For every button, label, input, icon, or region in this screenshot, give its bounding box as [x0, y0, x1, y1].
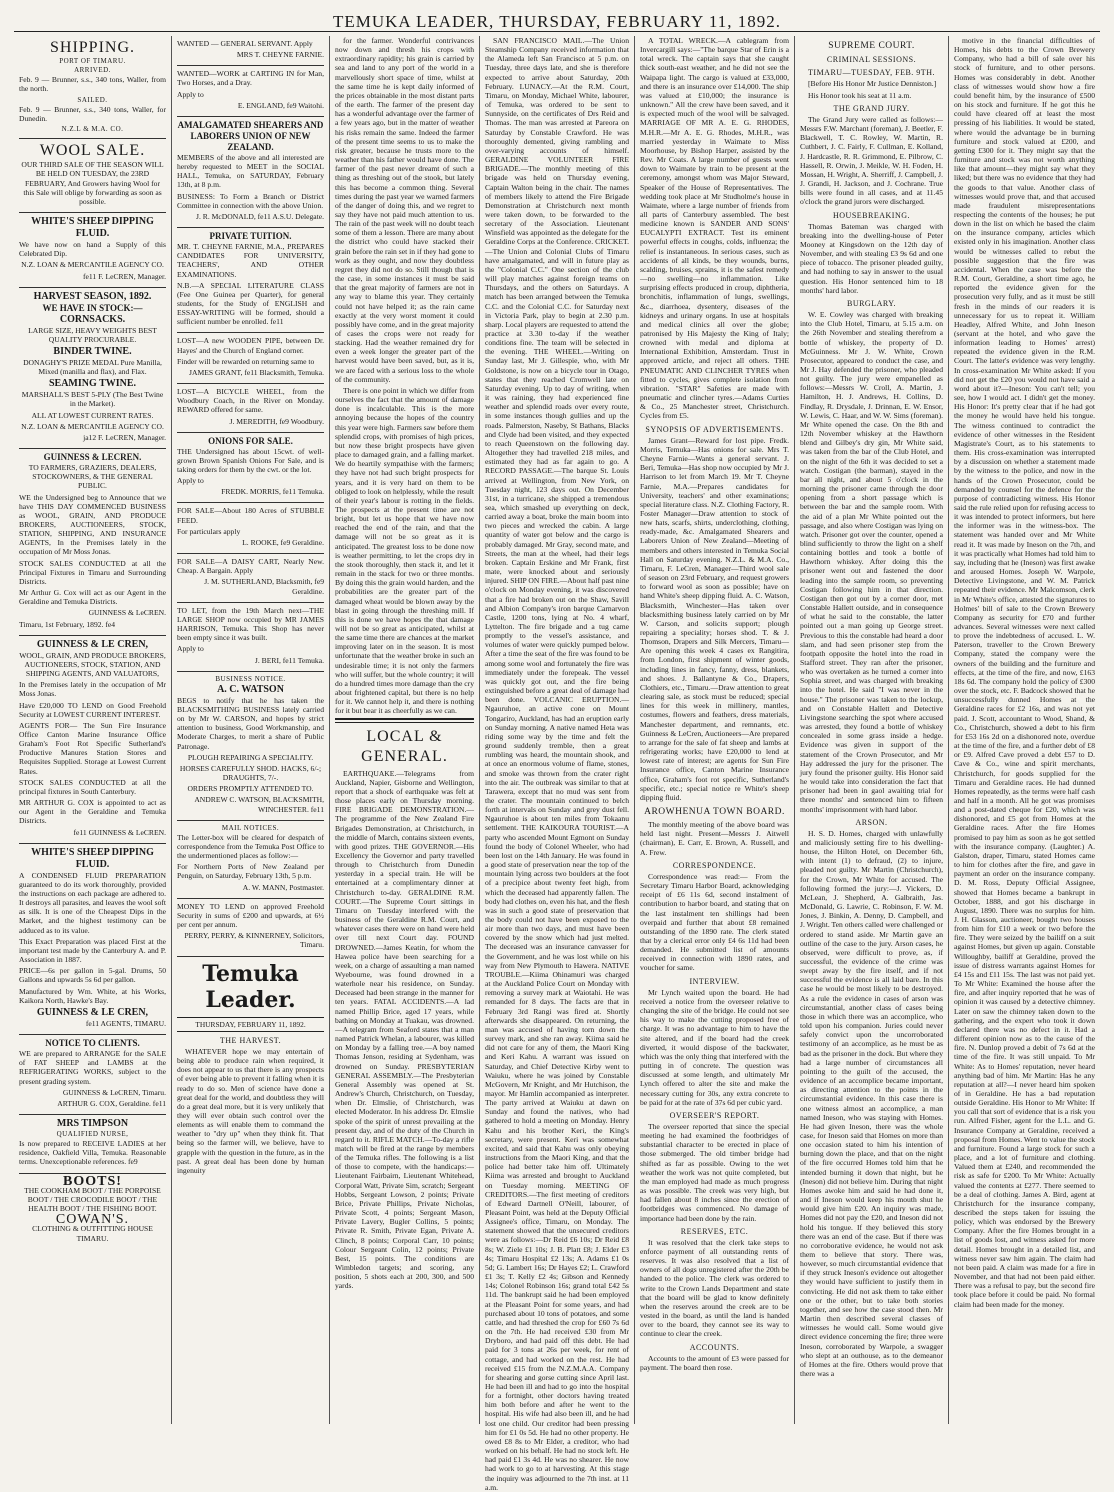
notice-clients-ad: [19, 1035, 166, 1115]
mail-body: The Letter-box will be cleared for despatch of correspondence from the Temuka Post Office to the undermentioned places as follow:—: [177, 832, 324, 861]
watson-plough: PLOUGH REPAIRING A SPECIALITY.: [187, 752, 314, 762]
harvest-heading: THE HARVEST.: [219, 1035, 282, 1045]
sheep-dip-sign: fe11 F. LeCREN, Manager.: [82, 271, 166, 281]
wanted1-body: WANTED — GENERAL SERVANT. Apply: [177, 39, 313, 48]
accounts-heading: ACCOUNTS.: [689, 1342, 740, 1352]
boots-lines: THE COOKHAM BOOT / THE PORPOISE BOOT / THE CROCODILE BOOT / THE HEALTH BOOT / THE FISHING BOOT.: [24, 1185, 161, 1214]
sale2-sign: J. M. SUTHERLAND, Blacksmith, fe9 Geraldine.: [204, 577, 324, 596]
column-2: [172, 36, 330, 1424]
guinness2-title: GUINNESS & LE CREN,: [36, 638, 149, 650]
tuition-body: MR. T. CHEYNE FARNIE, M.A., PREPARES CANDIDATES FOR UNIVERSITY, TEACHERS', AND OTHER EXAMINATIONS.: [177, 242, 324, 279]
lost-pipe-ad: [177, 333, 324, 384]
watson-title: BUSINESS NOTICE.: [215, 674, 286, 683]
lost1-finder: Finder will be rewarded on returning same to: [177, 356, 315, 366]
watson-sign: ANDREW C. WATSON, BLACKSMITH, WINCHESTER. fe11: [194, 795, 324, 814]
guinness-title: GUINNESS & LECREN.: [43, 452, 142, 463]
interview-text: Mr Lynch waited upon the board. He had received a notice from the overseer relative to changing the site of the bridge. He could not see his way to make the cutting proposed free of charge. It was no advantage to him to have the site altered, and if the board had the creek diverted, it would dispose of the backwater, which was the only thing that interfered with the putting in of concrete. The question was discussed at some length, and ultimately Mr Lynch offered to alter the site and make the necessary cutting for 30s, any extra concrete to be paid for at the rate of 37s 6d per cubic yard.: [640, 987, 789, 1107]
sheep-dip-ad: [19, 213, 166, 288]
shipping-agent: N.Z.L & M.A. CO.: [61, 125, 124, 134]
wool-sale-text: OUR THIRD SALE OF THE SEASON WILL BE HELD ON TUESDAY, the 23RD FEBRUARY, And Growers having Wool for this Sale will oblige by forwarding as soon as possible.: [21, 160, 164, 206]
harvest-ad: [19, 288, 166, 449]
daisy-cart-ad: [177, 554, 324, 603]
harvest-article-cont-2: There is one point in which we differ from ourselves the fact that the amount of damage done is incalculable. This is the more annoying because the hopes of the country this year were high. Farmers saw before them splendid crops, with promises of high prices, but now these bright prospects have given place to damaged grain, and a falling market. We do heartily sympathise with the farmers; they have not had such bright prospects for years, and it is very hard on them to be obliged to look on helplessly, while the result of their year's labour is rotting in the fields. The prospects at the present time are not bright, but let us hope that we have now reached the end of the rain, and that the damage will not be so great as it is anticipated. The greatest loss to be done now is weather permitting, to let the crops dry in the stook thoroughly, then stack it, and let it remain in the stack for two or three months. By doing this the grain would harden, and the probabilities are the greater part of the damaged wheat would be blown away by the blast in going through the threshing mill. If this is done we have hopes the that damage will not be so great as anticipated, whilst at the same time there are chances at the market improving later on in the season. It is most unfortunate that the weather broke in such an undesirable time; it is not only the farmers who will suffer, but the whole country; it will do a hundred times more damage than the cry about frightened capital, but there is no help for it. We cannot help it, and there is nothing for it but bear it as cheerfully as we can.: [335, 385, 474, 716]
court-judge: [Before His Honor Mr Justice Denniston.]: [808, 79, 937, 89]
sale1-body: FOR SALE—About 180 Acres of STUBBLE FEED.: [177, 506, 324, 525]
tuition-title: PRIVATE TUITION.: [209, 231, 292, 242]
sale1-sign: L. ROOKE, fe9 Geraldine.: [242, 537, 324, 547]
guinness-sign: GUINNESS & LeCREN.: [88, 608, 166, 618]
section-rule: [335, 718, 474, 723]
lost1-sign: JAMES GRANT, fe11 Blacksmith, Temuka.: [189, 367, 324, 377]
arrived-text: Feb. 9 — Brunner, s.s., 340 tons, Waller, from the north.: [19, 75, 166, 94]
notice-title: NOTICE TO CLIENTS.: [45, 1038, 140, 1049]
wanted2-sign: E. ENGLAND, fe9 Waitohi.: [237, 100, 324, 110]
money-body: MONEY TO LEND on approved Freehold Security in sums of £200 and upwards, at 6½ per cent per annum.: [177, 901, 324, 930]
lost2-body: LOST—A BICYCLE WHEEL, from the Woodbury Coach, in the River on Monday. REWARD offered for same.: [177, 387, 324, 415]
lost2-sign: J. MEREDITH, fe9 Woodbury.: [229, 416, 324, 426]
guinness-stock: STOCK SALES CONDUCTED at all the Principal Fixtures in Timaru and Surrounding Districts.: [19, 558, 166, 586]
sailed-text: Feb. 9 — Brunner, s.s., 340 tons, Waller, for Dunedin.: [19, 104, 166, 123]
dip2-title: WHITE'S SHEEP DIPPING FLUID.: [31, 846, 154, 870]
guinness2-cox: MR ARTHUR G. COX is appointed to act as our Agent in the Geraldine and Temuka Districts.: [19, 798, 166, 826]
court-date: TIMARU—TUESDAY, FEB. 9TH.: [808, 68, 935, 78]
dip2-title2: GUINNESS & LE CREN,: [36, 1006, 149, 1018]
lost1-body: LOST—A new WOODEN PIPE, between Dr. Hayes' and the Church of England corner.: [177, 336, 324, 355]
let-body: TO LET, from the 19th March next—THE LARGE SHOP now occupied by MR JAMES HARRISON, Temuka. This Shop has never been empty since it was built.: [177, 605, 324, 643]
guinness2-sub: WOOL, GRAIN, AND PRODUCE BROKERS, AUCTIONEERS, STOCK, STATION, AND SHIPPING AGENTS, AND VALUATORS,: [19, 650, 166, 679]
tuition-ad: [177, 228, 324, 333]
watson-body: BEGS to notify that he has taken the BLACKSMITHING BUSINESS lately carried on by Mr W. CARSON, and hopes by strict attention to business, Good Workmanship, and Moderate Charges, to merit a share of Public Patronage.: [177, 695, 324, 751]
leader-title: Temuka Leader.: [202, 960, 299, 1013]
accounts-text: Accounts to the amount of £3 were passed for payment. The board then rose.: [640, 1353, 789, 1372]
boots-ad: [19, 1174, 166, 1249]
leader-date: THURSDAY, FEBRUARY 11, 1892.: [177, 1017, 324, 1032]
guinness2-lend: Have £20,000 TO LEND on Good Freehold Security at LOWEST CURRENT INTEREST.: [19, 700, 166, 719]
shipping-ad: [19, 36, 166, 139]
harvest-agent: N.Z. LOAN & MERCANTILE AGENCY CO.: [21, 421, 164, 431]
column-7: [949, 36, 1100, 1424]
masthead: TEMUKA LEADER, THURSDAY, FEBRUARY 11, 1892.: [14, 10, 1100, 32]
wool-sale-title: WOOL SALE.: [39, 142, 146, 160]
reserves-heading: RESERVES, ETC.: [680, 1226, 749, 1236]
wanted-servant-ad: [177, 36, 324, 66]
stubble-ad: [177, 503, 324, 554]
cornsacks-heading: CORNSACKS.: [59, 313, 126, 325]
watson-ad: [177, 672, 324, 821]
arson-heading: ARSON.: [855, 817, 888, 827]
boots-title: BOOTS!: [63, 1173, 122, 1189]
harvest-article: WHATEVER hope we may entertain of being able to produce rain when required, it does not appear to us that there is any prospects of ever being able to prevent it falling when it is ready to do so. Men of science have done a great deal for the world, and doubtless they will do a great deal more, but it is very unlikely that they will ever obtain such control over the elements as will enable them to command the weather to "dry up" when they think fit. That being so the farmer will, we believe, have to grapple with the question in the future, as in the past. A great deal has been done by human ingenuity: [177, 1046, 324, 1175]
correspondence-text: Correspondence was read:— From the Secretary Timaru Harbor Board, acknowledging receipt of £6 11s 6d, second instalment of contribution to harbor board, and stating that on the last instalment ten shillings had been overpaid and further that about £8 remained outstanding of the 1890 rate. The clerk stated that by a clerical error only £4 6s 11d had been demanded. He submitted list of amounts received in connection with 1890 rates, and voucher for same.: [640, 871, 789, 973]
criminal-sessions-heading: CRIMINAL SESSIONS.: [826, 55, 917, 65]
tuition-nb: N.B.—A SPECIAL LITERATURE CLASS (Fee One Guinea per Quarter), for general students, for the Study of ENGLISH and ESSAY-WRITING will be formed, should a sufficient number be enrolled. fe11: [177, 280, 324, 327]
column-1: [14, 36, 172, 1424]
watson-orders: ORDERS PROMPTLY ATTENDED TO.: [187, 784, 314, 794]
lost-wheel-ad: [177, 384, 324, 433]
column-5: [635, 36, 795, 1424]
leader-section: [177, 961, 324, 1176]
dip2-price: PRICE—6s per gallon in 5-gal. Drums, 50 Gallons and upwards 5s 6d per gallon.: [19, 966, 166, 985]
grand-jury-text: The Grand Jury were called as follows:—Messrs F.W. Marchant (foreman), J. Beetler, F. Blackwell, T. C. Rowley, W. Martin, R. Cuthbert, J. C. Fairly, F. Cullman, E. Kolland, J. Hardcastle, R. R. Grimmond, E. Pilbrow, C. Hassell, R. Orwin, J. Meikle, W. H. Foden, H. Mossan, H. Wright, A. Sherriff, J. Campbell, J. J. Grandi, H. Jackson, and J. Cochrane. True bills were found in all cases, and at 11.45 o'clock the grand jurors were discharged.: [800, 114, 943, 207]
cowans-title: COWAN'S.: [55, 1212, 130, 1228]
sheep-dip-title: WHITE'S SHEEP DIPPING FLUID.: [31, 216, 154, 240]
burglary-text: W. E. Cowley was charged with breaking into the Club Hotel, Timaru, at 5.15 a.m. on the 26th November and stealing therefrom a bottle of whiskey, the property of D. McGuinness. Mr J. W. White, Crown Prosecutor, appeared to conduct the case, and Mr J. Hay defended the prisoner, who pleaded not guilty. The jury were empanelled as follows:—Messrs W. Croll, A. Martin, J. Hamilton, H. J. Andrews, H. Collins, D. Findlay, R. Drysdale, J. Drinnan, E. W. Ensor, W. Lewis, C. Haar, and W. W. Sims (foreman). Mr White opened the case. On the 8th and 12th November whiskey at the Hawthorn blend and Gilbey's dry gin, Mr White said, was taken from the bar of the Club Hotel, and on the night of the 6th it was decided to set a watch. Costigan (the barman), stayed in the bar all night, and about 5 o'clock in the morning the prisoner came through the door opening from a short passage which is between the bar and the sample room. With the aid of a plan Mr White pointed out the passage, and also where Costigan was lying on watch. Prisoner got over the counter, opened a blind sufficiently to throw the light on a shelf containing bottles and took a bottle of Hawthorn whiskey. After doing this the prisoner went out and fastened the door leading into the sample room, so preventing Costigan following him in that direction. Costigan then got out by a corner door, met Constable Hallett outside, and in consequence of what he said to the constable, the latter pointed out a man going up George street. Previous to this the constable had heard a door slam, and had seen prisoner step from the footpath opposite the hotel into the road in Stafford street. They ran after the prisoner, who was overtaken as he turned a corner into Sophia street, and was charged with breaking into the hotel. He said "I was never in the house." The prisoner was taken to the lockup, and on Constable Hallett and Detective Livingstone searching the spot where accused was arrested, they found a bottle of whiskey concealed in some grass inside a hedge. Evidence was given in support of the statement of the Crown Prosecutor, and Mr Hay addressed the jury for the prisoner. The jury found the prisoner guilty. His Honor said he would take into consideration the fact that prisoner had been in gaol awaiting trial for three months' and sentenced him to fifteen months' imprisonment with hard labor.: [800, 310, 943, 814]
notice-sign2: ARTHUR G. COX, Geraldine. fe11: [57, 1098, 166, 1108]
watson-name: A. C. WATSON: [217, 683, 284, 695]
arson-text: H. S. D. Homes, charged with unlawfully and maliciously setting fire to his dwelling-house, the Hilton Hotel, on December 6th, with intent (1) to defraud, (2) to injure, pleaded not guilty. Mr Martin (Christchurch), for the Crown, Mr White for accused. The following formed the jury:—J. Vickers, D. McLean, J. Shepherd, A. Galbraith, Jas. McDonald, G. Lawrie, C. Robinson, F. W. M. Jones, J. Binkin, A. Denny, D. Campbell, and J. Wright. Ten others called were challenged or ordered to stand aside. Mr Martin gave an outline of the case to the jury. Arson cases, he observed, were difficult to prove, as, if successful, the evidence of the crime was swept away by the fire itself, and if not successful the evidence is all laid bare. In this case he would be most likely to be destroyed. As a rule the evidence in cases of arson was circumstantial, another class of cases being those in which there was an accomplice, who told upon his companion. Juries could never safely convict upon the uncorroborated testimony of an accomplice, as he must be as bad as the prisoner in the dock. But where they had a large number of circumstances all pointing to the guilt of the accused, the evidence of an accomplice became important, as directing attention to the points in the circumstantial evidence. In this case there is one witness almost an accomplice, a man named Ineson, who was staying with Homes. He had given Ineson, there was the whole case, for Ineson said that Homes on more than one occasion stated to him his intention of burning down the place, and that on the night of the fire occurred Homes told him that he intended burning it down that night, but he (Ineson) did not believe him. During that night Homes awoke him and said he had done it, and if Ineson would keep his mouth shut he would give him £20. An inquiry was made, Homes did not pay the £20, and Ineson did not hold his tongue. If they believed this story there was an end of the case. But if there was no corroborative evidence, he would not ask them to believe that story. There was, however, so much circumstantial evidence that if they struck Ineson's evidence out altogether they would have sufficient to justify them in convicting. He did not ask them to take either one or the other, but to take both stories together, and see how the case stood then. Mr Martin then described several classes of witnesses he would call. Some would give direct evidence concerning the fire; three were Ineson, corroborated by Warpole, a swagger who slept at an outhouse, as to the demeanor of Homes at the fire. Others would prove that there was a: [800, 828, 943, 1379]
onions-title: ONIONS FOR SALE.: [208, 435, 293, 446]
shearers-title: AMALGAMATED SHEARERS AND LABORERS UNION OF NEW ZEALAND.: [177, 119, 324, 152]
court-opening: His Honor took his seat at 11 a.m.: [808, 90, 912, 100]
harvest-title: HARVEST SEASON, 1892.: [33, 290, 152, 302]
overseer-text: The overseer reported that since the special meeting he had examined the footbridges of substantial character to be erected in place of those submerged. The old timber bridge had shifted as far as possible. Owing to the wet weather the work was not quite completed, but the man employed had made as much progress as was possible. The creek was very high, but had fallen about 8 inches since the erection of footbridges was commenced. No damage of importance had been done by the rain.: [640, 1121, 789, 1223]
harvest-article-cont-1: for the farmer. Wonderful contrivances now down and thresh his crops with extraordinary rapidity; his grain is carried by sea and land to any port of the world in a marvellously short space of time, whilst at the same time he is kept daily informed of the prices obtainable in the most distant parts of the earth. The farmer of the present day has a wonderful advantage over the farmer of a few years ago, but in the matter of weather his risks remain the same. Indeed the farmer of the present time seems to us to make the risk greater, because he trusts more to the weather than his father would have done. The farmer of the past never dreamt of such a thing as threshing out of the stook, but lately this has become a common thing. Several times during the past year we warned farmers of the danger of doing this, and we regret to say they have not paid much attention to us. The rain of the past week will no doubt teach some of them a lesson. There are many about the district who could have stacked their grain before the rain set in if they had gone to work as they ought, and now they doubtless regret they did not do so. Still though that is the case, in some instances it must be said that the great majority of farmers are not in any way to blame this year. They certainly could not have helped it; as the rain came exactly at the very worst moment it could possibly have come, and in the great majority of cases the crops were not ready for stacking. Had the weather remained dry for even a week longer the greater part of the harvest would have been saved, but, as it is, we are faced with a serious loss to the whole of the community.: [335, 36, 474, 384]
burglary-heading: BURGLARY.: [846, 298, 897, 308]
guinness2-sign: fe11 GUINNESS & LeCREN.: [73, 827, 166, 837]
guinness-brokers-ad: [19, 636, 166, 844]
onions-body: THE Undersigned has about 15cwt. of well-grown Brown Spanish Onions For Sale, and is taking orders for them by the cwt. or the lot.: [177, 446, 324, 474]
guinness-cox: Mr Arthur G. Cox will act as our Agent in the Geraldine and Temuka Districts.: [19, 588, 166, 607]
sailed-heading: SAILED.: [77, 95, 108, 104]
watson-horses: HORSES CAREFULLY SHOD. HACKS, 6/-; DRAUGHTS, 7/-.: [179, 763, 322, 783]
sheep-dip-text: We have now on hand a Supply of this Celebrated Dip.: [19, 240, 166, 259]
binder-twine-heading: BINDER TWINE.: [53, 345, 132, 357]
money-sign: PERRY, PERRY, & KINNERNEY, Solicitors, Timaru.: [184, 931, 324, 950]
cornsacks-text: LARGE SIZE, HEAVY WEIGHTS BEST QUALITY PROCURABLE.: [28, 325, 157, 344]
guinness-lecren-ad: [19, 449, 166, 636]
sale2-body: FOR SALE—A DAISY CART, Nearly New. Cheap. A Bargain. Apply: [177, 557, 324, 576]
shearers-body: MEMBERS of the above and all interested are hereby requested to MEET in the SOCIAL HALL, Temuka, on SATURDAY, February 13th, at 8 p.m.: [177, 152, 324, 190]
synopsis-text: James Grant—Reward for lost pipe. Fredk. Morris, Temuka—Has onions for sale. Mrs T. Cheyne Farnie—Wants a general servant. J. Beri, Temuka—Has shop now occupied by Mr J. Harrison to let from March 19. Mr T. Cheyne Farnie, M.A.—Prepares candidates for University, teachers' and other examinations; special literature class. N.Z. Clothing Factory, R. Foster Manager—Draw attention to stock of new hats, scarfs, shirts, underclothing, clothing, ready-made, &c. Amalgamated Shearers and Laborers Union of New Zealand—Meeting of members and others interested in Temuka Social Hall on Saturday evening. N.Z.L. & M.A. Co., Timaru, F. LeCren, Manager—Third wool sale of season on 23rd February, and request growers to forward wool as soon as possible; have on hand White's sheep dipping fluid. A. C. Watson, Blacksmith, Winchester—Has taken over blacksmithing business lately carried on by Mr W. Carson, and solicits support; plough repairing a speciality; horses shod. T. & J. Thomson, Drapers and Silk Mercers, Timaru—Are opening this week 4 cases ex Rangitira, from London, first shipment of winter goods, including lines in fancy, fanny, dress, blankets, and shoes. J. Ballantyne & Co., Drapers, Clothiers, etc., Timaru.—Draw attention to great clearing sale, as stock must be reduced; special lines for this week in millinery, mantles, costumes, flowers and feathers, dress materials, Manchester department, and remnants, etc. Guinness & LeCren, Auctioneers—Are prepared to arrange for the sale of fat sheep and lambs at refrigerating works; have £20,000 to lend at lowest rate of interest; are agents for Sun Fire Insurance office, Canton Marine Insurance office, Graham's foot rot specific, Sutherland's specific, etc.; special notice re White's sheep dipping fluid.: [640, 435, 789, 802]
guinness2-agents: AGENTS FOR— The Sun Fire Insurance Office Canton Marine Insurance Office Graham's Foot Rot Specific Sutherland's Productive Manures Station Stores and Requisites Supplied. Storage at Lowest Current Rates.: [19, 720, 166, 776]
housebreaking-text: Thomas Bateman was charged with breaking into the dwelling-house of Peter Mooney at Kingsdown on the 12th day of November, and with stealing £3 9s 6d and one piece of tobacco. The prisoner pleaded guilty, and had nothing to say in answer to the usual question. His Honor sentenced him to 18 months' hard labor.: [800, 221, 943, 295]
binder-twine-text: DONAGHY'S PRIZE MEDAL Pure Manilla, Mixed (manilla and flax), and Flax.: [23, 357, 162, 377]
guinness2-stock: STOCK SALES CONDUCTED at all the principal fixtures in South Canterbury.: [19, 777, 166, 796]
mail-north: For Northern Ports of New Zealand per Penguin, on Saturday, February 13th, 5 p.m.: [177, 862, 324, 881]
columns: [14, 36, 1100, 1492]
shearers-sign: J. R. McDONALD, fe11 A.S.U. Delegate.: [196, 211, 324, 221]
dip2-maker: Manufactured by Wm. White, at his Works, Kaikora North, Hawke's Bay.: [19, 986, 166, 1005]
wanted-carting-ad: [177, 66, 324, 117]
column-6: [795, 36, 949, 1424]
seaming-twine-text: MARSHALL'S BEST 5-PLY (The Best Twine in the Market).: [21, 390, 164, 409]
onions-apply: Apply to: [177, 476, 204, 486]
notice-body: WE are prepared to ARRANGE for the SALE of FAT SHEEP and LAMBS at the REFRIGERATING WORKS, subject to the present grading system.: [19, 1049, 166, 1086]
grand-jury-heading: THE GRAND JURY.: [833, 103, 910, 113]
local-news-text: SAN FRANCISCO MAIL.—The Union Steamship Company received information that the Alameda left San Francisco at 5 p.m. on Tuesday, three days late, and she is therefore expected to arrive about Saturday, 20th February. LUNACY.—At the R.M. Court, Timaru, on Monday, Michael White, labourer, of Temuka, was ordered to be sent to Sunnyside, on the certificates of Drs Reid and Thomas. The man was arrested at Pareora on Saturday by Constable Crawford. He was thoroughly demented, giving rambling and over-varying accounts of himself. GERALDINE VOLUNTEER FIRE BRIGADE.—The monthly meeting of this brigade was held on Thursday evening, Captain Walton being in the chair. The names of members likely to attend the Fire Brigade Demonstration at Christchurch next month were taken down, to be forwarded to the secretary of the Association. Lieutenant Winsfield was appointed as the delegate for the Geraldine Corps at the Conference. CRICKET.—The Union and Colonial Clubs of Timaru have amalgamated, and will in future play as the "Colonial C.C." One section of the club will play matches against foreign teams on Thursdays, and the others on Saturdays. A match has been arranged between the Temuka C.C. and the Colonial C.C. for Saturday next in Victoria Park, play to begin at 2.30 p.m. sharp. Local players are requested to attend the practice at 3.30 to-day if the weather conditions fine. The team will be selected in the evening. THE WHEEL.—Writing on Sunday last, Mr J. Gillespie, who, with Mr Goldstone, is now on a bicycle tour in Otago, states that they reached Cromwell late on Saturday evening. Up to day of writing, when it was raining, they had experienced fine weather and splendid roads over every route, in some instances though gullies and up the roads. Palmerston, Naseby, St Bathans, Blacks and Clyde had been visited, and they expected to reach Queenstown on the following day. Altogether they had travelled 218 miles, and estimated they had as far again to go. A RECORD PASSAGE.—The barque St. Louis arrived at Wellington, from New York, on Tuesday night, 123 days out. On December 31st, in a turricane, she shipped a tremendous sea, which smashed up everything on deck, carried away a boat, broke the main boom into two pieces and wrecked the cabin. A large quantity of water got below and the cargo is probably damaged. Mr Gray, second mate, and Streets, the man at the wheel, had their legs broken. Captain Erskine and Mr Frank, first mate, were knocked about and seriously injured. SHIP ON FIRE.—About half past nine o'clock on Monday evening, it was discovered that a fire had broken out on the Shaw, Savill and Albion Company's iron barque Carnarvon Castle, 1200 tons, lying at No. 4 wharf, Lyttelton. The fire brigade and a tug came promptly to the vessel's assistance, and volumes of water were quickly pumped below. After a time the seat of the fire was found to be among some wool and fortunately the fire was immediately under the forepeak. The vessel was quickly got out, and the fire being extinguished before a great deal of damage had been done. VOLCANIC ERUPTION.—Ngauruhoe, an active cone on Mount Tongariro, Auckland, has had an eruption early on Sunday morning. A native named Heta was riding some way by the time and felt the ground suddenly tremble, then a great rumbling was heard, the mountain shook, and at once an enormous volume of flame, stones, and smoke was thrown from the crater right into the air. The outbreak was similar to that at Tarawera, except that no mud was sent from the crater. The mountain continued to belch forth at intervals on Sunday and grey dust fell. Ngauruhoe is about ten miles from Tokaanu settlement. THE KAIKOURA TOURIST.—A party who ascended Mount Egmont on Sunday found the body of Colonel Wheeler, who had been lost on the 14th January. He was found in a good state of preservation near the top of the mountain lying across two boulders at the foot of a precipice about twenty feet high, from which the deceased had apparently fallen. The body had clothes on, even his hat, and the flesh was in such a good state of preservation that the body could not have been exposed to the air more than two days, and must have been covered by the snow which had just melted. The deceased was an insurance canvasser for the Government, and he was lost while on his way from New Plymouth to Hawera. NATIVE TROUBLE.—Kiima Ohinamuri was charged at the Auckland Police Court on Monday with removing a survey mark at Waiotahi. He was remanded for 8 days. The facts are that in February 3rd Rangi was fired at. Shortly afterwards she disappeared. On returning, the man was accused of having torn down the survey mark, and she ran away. Kiima said he did not care for any of them, the Maori King and Keri Kahu. A warrant was issued on Saturday, and Chief Detective Kirby went to Waiuku, where he was joined by Constable McGovern, Mr Knight, and Mr Hutchison, the mayor. Mr Hamlin accompanied as interpreter. The party arrived at Waiuku at dawn on Sunday and found the natives, who had gathered to hold a meeting on Monday. Henry Kahu and his brother Keri, the King's secretary, were present. Keri was somewhat excited, and said that Kahu was only obeying instructions from the Maori King, and that the police had better take him off. Ultimately Kiima was arrested and brought to Auckland on Tuesday morning. MEETING OF CREDITORS.—The first meeting of creditors of Edward Dartnell O'Neill, labourer, of Pleasant Point, was held at the Deputy Official Assignee's office, Timaru, on Monday. The statement showed that the unsecured creditors were as follows:—Dr Reid £6 10s; Dr Reid £8 8s; W. Ziele £1 10s; J. B. Platt £8; J. Elder £3 4s; Timaru Hospital £2 13s; A. Adams £1 0s 5d; G. Lambert 16s; Dr Hayes £2; L. Crawford £1 3s; T. Kelly £2 4s; Gibson and Kennedy 14s; Colonel Robinson 16s; grand total £42 5s 11d. The bankrupt said he had been employed at the Pleasant Point for some years, and had purchased about 10 tons of potatoes, and some cattle, and had threshed the crop for £60 7s 6d on the 7th. He had received £30 from Mr Dryboro, and had paid off this debt. He had paid for 3 tons at 26s per week, for rent of cottage, and had worked on the rest. He had received £15 from the N.Z.M.A.A. Company for shearing and gorse cutting since April last. He had been ill and had to go into the hospital for a fortnight, other doctors having treated him both before and after he went to the hospital. His wife had also been ill, and he had lost one child. Our creditor had been pressing him for £1 0s 5d. He had no other property. He owed £8 8s to Mr Elder, a creditor, who had worked on his behalf. He had no stock left. He had paid £1 3s 4d. He was no shearer. He now had work to go to at harvesting. At this stage the inquiry was adjourned to the 7th inst. at 11 a.m.: [485, 36, 629, 1492]
shipping-title: SHIPPING.: [49, 39, 135, 56]
sheep-dip-fluid-ad: [19, 844, 166, 1035]
shearers-union-ad: [177, 117, 324, 228]
wool-sale-ad: [19, 139, 166, 213]
reserves-text: It was resolved that the clerk take steps to enforce payment of all outstanding rents of reserves. It was also resolved that a list of owners of all dogs unregistered after the 20th be handed to the police. The clerk was ordered to write to the Crown Lands Department and state that the board will be glad to know definitely when the reserves around the creek are to be vested in the board, as until the land is handed over to the board, they cannot see its way to continue to clear the creek.: [640, 1237, 789, 1339]
nurse-ad: [19, 1115, 166, 1174]
supreme-court-heading: SUPREME COURT.: [828, 41, 915, 51]
housebreaking-heading: HOUSEBREAKING.: [833, 210, 910, 220]
onions-sign: FREDK. MORRIS, fe11 Temuka.: [221, 487, 324, 497]
arrived-heading: ARRIVED.: [74, 66, 111, 75]
harvest-rates: ALL AT LOWEST CURRENT RATES.: [31, 410, 154, 420]
mail-notices: [177, 821, 324, 899]
cowans-shop: CLOTHING & OUTFITTING HOUSE TIMARU.: [32, 1224, 153, 1243]
news-items: A TOTAL WRECK.—A cablegram from Invercargill says:—"The barque Star of Erin is a total wreck. The captain says that she caught thick south-east weather, and he did not see the Waipapa light. The cargo is valued at £33,000, and there is an insurance over £14,000. The ship was valued at £10,000; the insurance is unknown." All the crew have been saved, and it is expected much of the wool will be salvaged. MARRIAGE OF MR A. E. G. RHODES, M.H.R.—Mr A. E. G. Rhodes, M.H.R., was married yesterday in Waimate to Miss Moorhouse, by Bishop Harper, assisted by the Rev. Mr Coats. A large number of guests went down to Waimate by train to be present at the ceremony, amongst whom was Major Steward, Speaker of the House of Representatives. The wedding took place at Mr Studholme's house in Waimate, where a large number of friends from all parts of Canterbury assembled. The best medicine known is SANDER AND SONS' EUCALYPTI EXTRACT. Test its eminent powerful effects in coughs, colds, influenza; the relief is instantaneous. In serious cases, such as accidents of all kinds, be they wounds, burns, scalding, bruises, sprains, it is the safest remedy—no swelling—no inflammation. Like surprising effects produced in croup, diphtheria, bronchitis, inflammation of lungs, swellings, &c., diarrhoea, dysentery, diseases of the kidneys and urinary organs. In use at hospitals and medical clinics all over the globe; patronised by His Majesty the King of Italy; crowned with medal and diploma at International Exhibition, Amsterdam. Trust in approved article, and reject all others. THE PNEUMATIC AND CLINCHER TYRES when fitted to cycles, gives complete isolation from vibration. "STAR" Safeties are made with pneumatic and clincher tyres.—Adams Curties & Co., 25 Manchester street, Christchurch. Cycles from £5.: [640, 36, 789, 421]
wanted2-body: WANTED—WORK at CARTING IN for Man, Two Horses, and a Dray.: [177, 69, 324, 88]
column-4: [480, 36, 635, 1492]
arowhenua-text: The monthly meeting of the above board was held last night. Present—Messrs J. Aitwell (chairman), E. Carr, E. Brown, A. Russell, and A. Frew.: [640, 820, 789, 857]
overseer-heading: OVERSEER'S REPORT.: [669, 1110, 760, 1120]
interview-heading: INTERVIEW.: [689, 976, 740, 986]
local-general-heading: LOCAL & GENERAL.: [361, 727, 448, 765]
notice-sign1: GUINNESS & LeCREN, Timaru.: [62, 1087, 166, 1097]
wanted1-sign: MRS T. CHEYNE FARNIE.: [236, 50, 324, 60]
nurse-title: MRS TIMPSON: [56, 1117, 129, 1129]
seaming-twine-heading: SEAMING TWINE.: [48, 378, 137, 390]
let-apply: Apply to: [177, 644, 204, 654]
synopsis-heading: SYNOPSIS OF ADVERTISEMENTS.: [645, 424, 784, 434]
harvest-sign: ja12 F. LeCREN, Manager.: [83, 432, 166, 442]
guinness2-premises: In the Premises lately in the occupation of Mr Moss Jonas.: [19, 680, 166, 699]
guinness-date: Timaru, 1st February, 1892. fe4: [19, 619, 116, 629]
arowhenua-heading: AROWHENUA TOWN BOARD.: [644, 806, 785, 817]
sheep-dip-agent: N.Z. LOAN & MERCANTILE AGENCY CO.: [21, 260, 164, 270]
shearers-business: BUSINESS: To Form a Branch or District Committee in connection with the above Union.: [177, 191, 324, 210]
dip2-sign: fe11 AGENTS, TIMARU.: [85, 1018, 166, 1028]
harvest-stock: WE HAVE IN STOCK:—: [42, 302, 143, 313]
mail-title: MAIL NOTICES.: [221, 823, 280, 832]
onions-ad: [177, 433, 324, 504]
guinness-body: WE the Undersigned beg to Announce that we have THIS DAY COMMENCED BUSINESS as WOOL, GRAIN, AND PRODUCE BROKERS, AUCTIONEERS, STOCK, STATION, SHIPPING, AND INSURANCE AGENTS, In the Premises lately in the occupation of Mr Moss Jonas.: [19, 492, 166, 557]
dip2-made: This Exact Preparation was placed First at the important test made by the Canterbury A. and P. Association in 1887.: [19, 936, 166, 965]
money-lend-ad: [177, 899, 324, 957]
correspondence-heading: CORRESPONDENCE.: [672, 860, 757, 870]
sale1-apply: For particulars apply: [177, 526, 241, 536]
arson-text-cont: motive in the financial difficulties of Homes, his debts to the Crown Brewery Company, who had a bill of sale over his stock of furniture, and to other persons. Homes was considerably in debt. Another class of witnesses would show how a fire could benefit him, by the insurance of £500 on his stock and furniture. If he got this he could have cleared off at least the most pressing of his liabilities. It would be stated, where would the advantage be in burning furniture and stock valued at £200, and getting £300 for it. They might say that the furniture and stock was not worth anything like that amount—they might say what they liked; but there was no evidence that they had the goods to that value. Another class of witnesses would prove that, and that accused made fraudulent misrepresentations respecting the contents of the houses; he put down in the list on which he based the claim on the insurance company, articles which existed only in his imagination. Another class would be witnesses called to rebut the possible suggestion that the fire was accidental. When the case was before the R.M. Court, Geraldine, a short time ago, he reported the evidence given for the prosecution very fully, and as it must be still fresh in the minds of our readers it is unnecessary for us to repeat it. William Headley, Alfred White, and John Ineson (servant at the hotel, and who gave the information leading to Homes' arrest) repeated the evidence given in the R.M. Court. The latter's evidence was very lengthy. In cross-examination Mr White asked: If you did not get the £20 you would not have said a word about it?—Ineson: You can't tell; you see, how I would act. I didn't get the money. His Honor: It's pretty clear that if he had got the money he would have held his tongue. The witness continued to contradict the evidence of other witnesses in the Resident Magistrate's Court, as to his statements to them. His cross-examination was interrupted by a discussion on whether a statement made by the witness to the police, and now in the hands of the Crown Prosecutor, could be demanded by counsel for the defence for the purpose of contradicting witness. His Honor said the rule relied upon for refusing access to it was intended to protect informers, but here the informer was in the witness-box. The statement was handed over and Mr White read it. It was made by Ineson on the 7th, and it was practically what Homes had told him to say, including that he (Ineson) was first awake and aroused Homes. Joseph W. Warpole, Detective Livingstone, and W. M. Patrick repeated their evidence. Mr Malcomson, clerk in Mr White's office, attested the signatures to Holmes' bill of sale to the Crown Brewery Company as security for £70 and further advances. Several witnesses were next called to prove the indebtedness of accused. L. W. Paterson, traveller to the Crown Brewery Company, stated the company were the owners of the building and the furniture and effects, at the time of the fire, and now, £163 18s 6d. The company hold the policy of £300 over the stock, etc. F. Badcock showed that he unsuccessfully dunned Homes at the Geraldine races for £2 16s, and was not yet paid. J. Scott, accountant to Wood, Shand, & Co., Christchurch, showed a debt to his firm for £53 16s 2d on a dishonored note, overdue at the time of the fire, and a further debt of £8 or £9. Alfred Cave proved a debt £57 to D. Cave & Co., wine and spirit merchants, Christchurch, for goods supplied for the Timaru and Geraldine races. He had dunned Homes repeatedly, as the terms were half cash and half in a month. All he got was promises and a post-dated cheque for £20, which was dishonored, and £5 got from Homes at the Geraldine races. After the fire Homes promised to pay him as soon as he got settled with the insurance company. (Laughter.) A. Galston, draper, Timaru, stated Homes came to him for clothes after the fire, and gave in payment an order on the insurance company. D. M. Ross, Deputy Official Assignee, showed that Homes became a bankrupt in October, 1888, and got his discharge in August, 1890. There was no surplus for him. J. H. Glasson, auctioneer, bought two houses from him for £10 a week or two before the fire. They were seized by the bailiff on a suit against Homes, but given up again. Constable Willoughby, bailiff at Geraldine, proved the issue of distress warrants against Homes for £4 15s and £11 15s. The last was not paid yet. To Mr White: Examined the house after the fire, and after inquiry reported that he was of opinion it was caused by a detective chimney. Later on saw the chimney taken down to the gathering, and the expert who took it down declared there was no defect in it. Had a different opinion now as to the cause of the fire. N. Dunlop proved a debit of 7s 6d at the time of the fire. It was still unpaid. To Mr White: As to Homes' reputation, never heard anything bad of him. Mr Martin: Has he any reputation at all?—I never heard him spoken of in Geraldine. He has a bad reputation outside Geraldine. His Honor to Mr White: If you call that sort of evidence that is a risk you run. Alfred Fisher, agent for the L.L. and G. Insurance Company at Geraldine, received a proposal from Homes. Went to value the stock and furniture. Found a large stock for such a place, and a lot of furniture and clothing. Valued them at £240, and recommended the risk as safe for £200. To Mr White: Actually valued the contents at £277. There seemed to be a deal of clothing. James A. Bird, agent at Christchurch for the insurance company, described the steps taken for issuing the policy, which was endorsed by the Brewery Company. After the fire Homes brought in a list of goods lost, and witness asked for more detail. Homes brought in a detailed list, and witness never saw him again. The claim had not been paid. A claim was made for a fire in November, and that had not been paid either. There was a refusal to pay, but the second fire took place before it could be paid. No formal claim had been made for the money.: [954, 36, 1095, 1309]
wanted2-apply: Apply to: [177, 89, 204, 99]
mail-sign: A. W. MANN, Postmaster.: [242, 882, 324, 892]
nurse-body: Is now prepared to RECEIVE LADIES at her residence, Oakfield Villa, Temuka. Reasonable terms. Unexceptionable references. fe9: [19, 1139, 166, 1167]
let-sign: J. BERI, fe11 Temuka.: [254, 655, 324, 665]
guinness-to: TO FARMERS, GRAZIERS, DEALERS, STOCKOWNERS, & THE GENERAL PUBLIC.: [28, 463, 157, 491]
local-general-text: EARTHQUAKE.—Telegrams from Auckland, Napier, Gisborne and Wellington, report that a shock of earthquake was felt at those places early on Thursday morning. FIRE BRIGADE DEMONSTRATION.—The programme of the New Zealand Fire Brigades Demonstration, at Christchurch, in the middle of March, contains sixteen events, with good prizes. THE GOVERNOR.—His Excellency the Governor and party travelled through to Christchurch from Dunedin yesterday in a special train. He will be entertained at a complimentary dinner at Christchurch to-day. GERALDINE R.M. COURT.—The Supreme Court sittings in Timaru on Tuesday interfered with the business of the Geraldine R.M. Court, and whatever cases there were on hand were held over till next Court day. FOUND DROWNED.—James Keatin, for whom the Hawea police have been searching for a week, on a charge of assaulting a man named Wyebourne, was found drowned in a waterhole near his residence, on Sunday. Deceased had been strange in the manner for ten years. FATAL ACCIDENTS.—A lad named Phillip Brice, aged 17 years, while bathing on Monday at Tuakau, was drowned.—A telegram from Seaford states that a man named Patrick Whelan, a labourer, was killed on Monday by a falling tree.—A boy named Thomas Jenson, residing at Sydenham, was drowned on Sunday. PRESBYTERIAN GENERAL ASSEMBLY.—The Presbyterian General Assembly was opened at St. Andrew's Church, Christchurch, on Tuesday, when Dr. Elmslie, of Christchurch, was elected Moderator. In his address Dr. Elmslie spoke of the spirit of unrest prevailing at the present day, and of the duty of the Church in regard to it. RIFLE MATCH.—To-day a rifle match will be fired at the range by members of the Temuka rifles. The following is a list of those to compete, with the handicaps:— Lieutenant Fairbairn, Lieutenant Whitehead, Corporal Watt, Private Sim, scratch; Sergeant Hobbs, Sergeant Lowson, 2 points; Private Brice, Private Phillips, Private Nicholas, Private Scott, 4 points; Sergeant Mason, Private Lavery, Bugler Collins, 5 points; Private R. Smith, Private Egan, Private A. Clinch, 8 points; Corporal Carr, 10 points; Colour Sergeant Colin, 12 points; Private Best, 15 points. The conditions are Wimbledon targets; and scoring, any position, 5 shots each at 200, 300, and 500 yards.: [335, 768, 474, 1291]
port-heading: PORT OF TIMARU.: [59, 57, 126, 65]
dip2-body: A CONDENSED FLUID PREPARATION guaranteed to do its work thoroughly, provided the instructions on each package are adhered to. It destroys all parasites, and leaves the wool soft as silk. It is one of the Cheapest Dips in the Market, and the highest testimony can be adduced as to its value.: [19, 870, 166, 935]
column-3: [330, 36, 480, 1424]
nurse-qual: QUALIFIED NURSE,: [56, 1129, 129, 1138]
to-let-ad: [177, 603, 324, 672]
